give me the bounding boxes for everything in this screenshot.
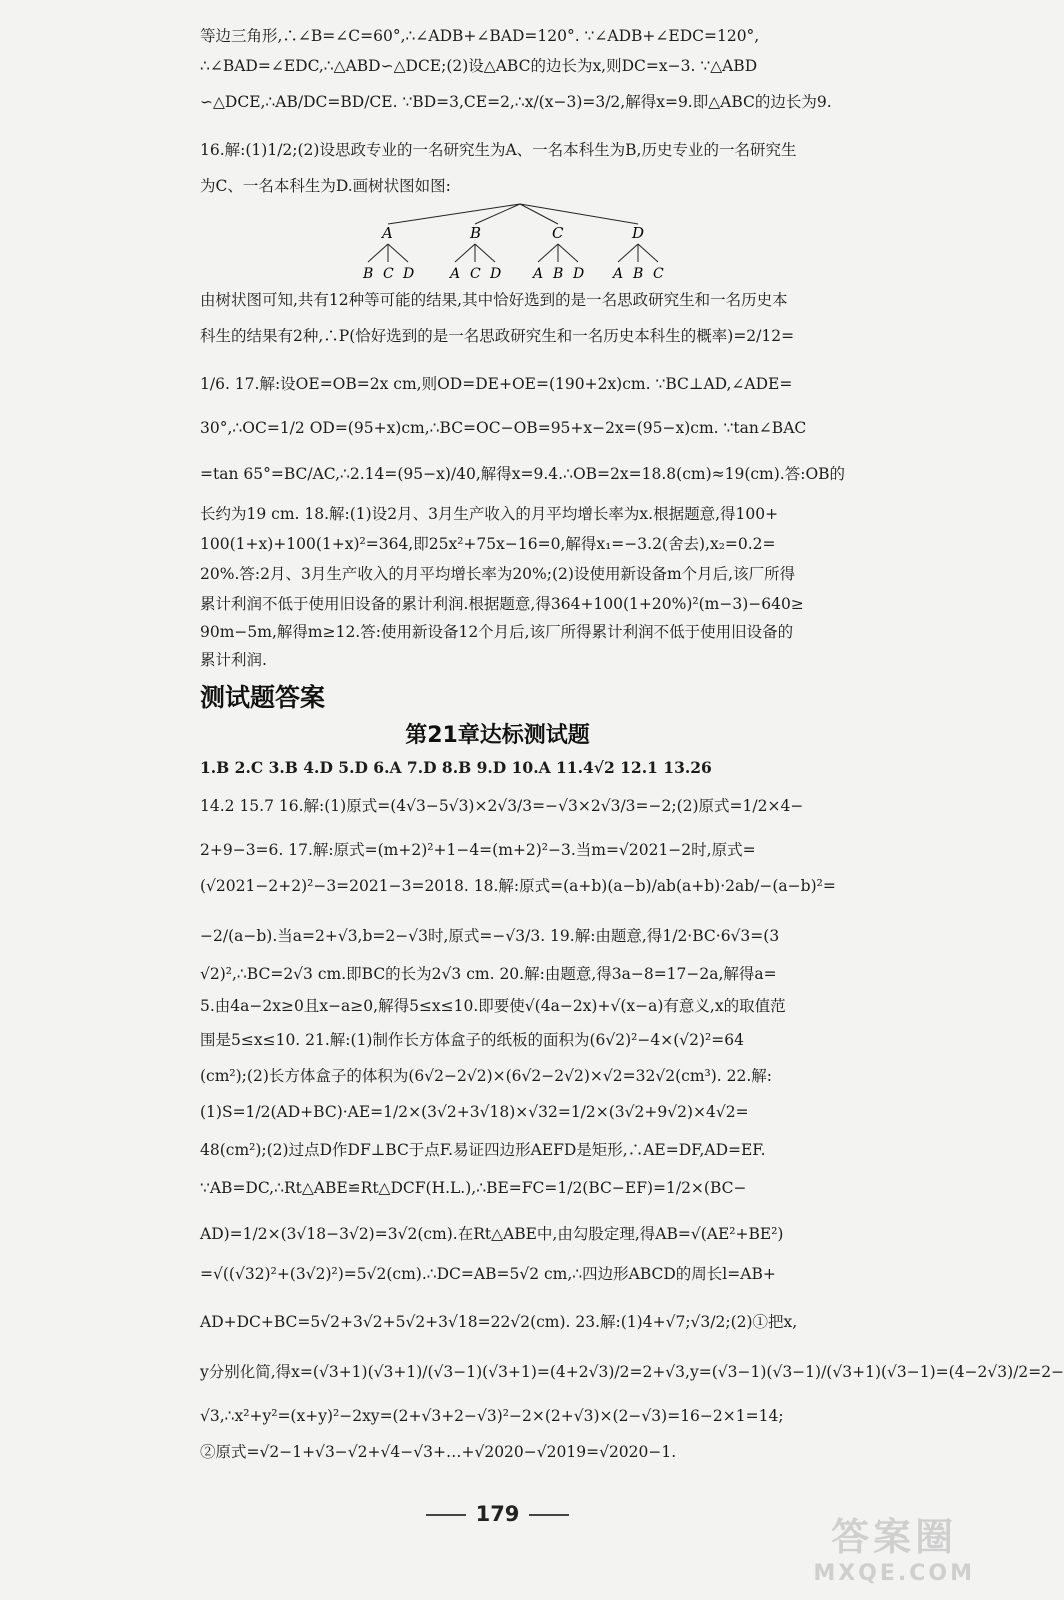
tree-root-label: D — [632, 224, 645, 242]
tree-edge — [368, 244, 388, 262]
watermark-domain: MXQE.COM — [813, 1561, 975, 1586]
tree-edge — [638, 244, 658, 262]
text-line: 等边三角形,∴∠B=∠C=60°,∴∠ADB+∠BAD=120°. ∵∠ADB+∠EDC=120°, — [200, 27, 760, 45]
text-line: AD)=1/2×(3√18−3√2)=3√2(cm).在Rt△ABE中,由勾股定理,得AB=√(AE²+BE²) — [200, 1225, 784, 1243]
tree-edge — [538, 244, 558, 262]
tree-leaf-label: C — [383, 266, 394, 282]
text-line: 14.2 15.7 16.解:(1)原式=(4√3−5√3)×2√3/3=−√3×2√3/3=−2;(2)原式=1/2×4− — [200, 797, 804, 815]
text-line: y分别化简,得x=(√3+1)(√3+1)/(√3−1)(√3+1)=(4+2√3)/2=2+√3,y=(√3−1)(√3−1)/(√3+1)(√3−1)=(4−2√3)/2=2− — [200, 1363, 1064, 1381]
page-number-dash — [426, 1514, 466, 1516]
text-line: 5.由4a−2x≥0且x−a≥0,解得5≤x≤10.即要使√(4a−2x)+√(x−a)有意义,x的取值范 — [200, 997, 786, 1015]
answer-key-line: 1.B 2.C 3.B 4.D 5.D 6.A 7.D 8.B 9.D 10.A 11.4√2 12.1 13.26 — [200, 758, 712, 777]
text-line: 累计利润不低于使用旧设备的累计利润.根据题意,得364+100(1+20%)²(m−3)−640≥ — [200, 595, 804, 613]
chapter-title: 第21章达标测试题 — [405, 723, 590, 748]
tree-leaf-label: C — [470, 266, 481, 282]
text-line: 100(1+x)+100(1+x)²=364,即25x²+75x−16=0,解得x₁=−3.2(舍去),x₂=0.2= — [200, 535, 776, 553]
text-line: (cm²);(2)长方体盒子的体积为(6√2−2√2)×(6√2−2√2)×√2=32√2(cm³). 22.解: — [200, 1067, 773, 1085]
text-line: −2/(a−b).当a=2+√3,b=2−√3时,原式=−√3/3. 19.解:由题意,得1/2·BC·6√3=(3 — [200, 927, 780, 945]
tree-edge — [618, 244, 638, 262]
text-line: 由树状图可知,共有12种等可能的结果,其中恰好选到的是一名思政研究生和一名历史本 — [200, 291, 788, 309]
tree-edge — [455, 244, 475, 262]
tree-edge — [558, 244, 578, 262]
text-line: 围是5≤x≤10. 21.解:(1)制作长方体盒子的纸板的面积为(6√2)²−4×(√2)²=64 — [200, 1031, 744, 1049]
tree-leaf-label: B — [553, 266, 564, 282]
tree-edge — [520, 204, 638, 224]
text-line: 1/6. 17.解:设OE=OB=2x cm,则OD=DE+OE=(190+2x)cm. ∵BC⊥AD,∠ADE= — [200, 375, 793, 393]
text-line: =tan 65°=BC/AC,∴2.14=(95−x)/40,解得x=9.4.∴OB=2x=18.8(cm)≈19(cm).答:OB的 — [200, 465, 846, 483]
text-line: 科生的结果有2种,∴P(恰好选到的是一名思政研究生和一名历史本科生的概率)=2/12= — [200, 327, 795, 345]
tree-leaf-label: D — [490, 266, 502, 282]
tree-root-label: C — [552, 224, 564, 242]
tree-leaf-label: A — [533, 266, 544, 282]
text-line: √2)²,∴BC=2√3 cm.即BC的长为2√3 cm. 20.解:由题意,得3a−8=17−2a,解得a= — [200, 965, 777, 983]
tree-leaf-label: D — [403, 266, 415, 282]
tree-leaf-label: B — [633, 266, 644, 282]
tree-leaf-label: A — [450, 266, 461, 282]
text-line: (1)S=1/2(AD+BC)·AE=1/2×(3√2+3√18)×√32=1/2×(3√2+9√2)×4√2= — [200, 1103, 749, 1121]
section-title: 测试题答案 — [200, 683, 326, 712]
watermark-logo — [813, 1506, 975, 1586]
text-line: 16.解:(1)1/2;(2)设思政专业的一名研究生为A、一名本科生为B,历史专业的一名研究生 — [200, 141, 797, 159]
tree-edge — [388, 204, 520, 224]
text-line: 累计利润. — [200, 651, 267, 669]
text-line: ∴∠BAD=∠EDC,∴△ABD∽△DCE;(2)设△ABC的边长为x,则DC=x−3. ∵△ABD — [200, 57, 758, 75]
tree-edge — [388, 244, 408, 262]
watermark-text: 答案圈 — [831, 1515, 958, 1559]
text-line: ∵AB=DC,∴Rt△ABE≌Rt△DCF(H.L.),∴BE=FC=1/2(BC−EF)=1/2×(BC− — [200, 1179, 747, 1197]
tree-leaf-label: C — [653, 266, 664, 282]
tree-leaf-label: D — [573, 266, 585, 282]
text-line: =√((√32)²+(3√2)²)=5√2(cm).∴DC=AB=5√2 cm,∴四边形ABCD的周长l=AB+ — [200, 1265, 776, 1283]
text-line: ②原式=√2−1+√3−√2+√4−√3+…+√2020−√2019=√2020−1. — [200, 1443, 677, 1461]
tree-leaf-label: A — [613, 266, 624, 282]
tree-root-label: B — [470, 224, 482, 242]
text-line: 长约为19 cm. 18.解:(1)设2月、3月生产收入的月平均增长率为x.根据题意,得100+ — [200, 505, 779, 523]
text-line: (√2021−2+2)²−3=2021−3=2018. 18.解:原式=(a+b)(a−b)/ab(a+b)·2ab/−(a−b)²= — [200, 877, 836, 895]
text-line: 2+9−3=6. 17.解:原式=(m+2)²+1−4=(m+2)²−3.当m=√2021−2时,原式= — [200, 841, 756, 859]
page-number-value: 179 — [475, 1502, 520, 1526]
tree-edge — [475, 244, 495, 262]
text-line: 20%.答:2月、3月生产收入的月平均增长率为20%;(2)设使用新设备m个月后,该厂所得 — [200, 565, 796, 583]
text-line: 90m−5m,解得m≥12.答:使用新设备12个月后,该厂所得累计利润不低于使用旧设备的 — [200, 623, 794, 641]
tree-diagram — [340, 202, 680, 282]
tree-leaf-label: B — [363, 266, 374, 282]
text-line: 48(cm²);(2)过点D作DF⊥BC于点F.易证四边形AEFD是矩形,∴AE=DF,AD=EF. — [200, 1141, 766, 1159]
text-line: AD+DC+BC=5√2+3√2+5√2+3√18=22√2(cm). 23.解:(1)4+√7;√3/2;(2)①把x, — [200, 1313, 798, 1331]
text-line: 为C、一名本科生为D.画树状图如图: — [200, 177, 451, 195]
text-line: 30°,∴OC=1/2 OD=(95+x)cm,∴BC=OC−OB=95+x−2x=(95−x)cm. ∵tan∠BAC — [200, 419, 807, 437]
text-line: ∽△DCE,∴AB/DC=BD/CE. ∵BD=3,CE=2,∴x/(x−3)=3/2,解得x=9.即△ABC的边长为9. — [200, 93, 832, 111]
tree-root-label: A — [382, 224, 393, 242]
text-line: √3,∴x²+y²=(x+y)²−2xy=(2+√3+2−√3)²−2×(2+√3)×(2−√3)=16−2×1=14; — [200, 1407, 784, 1425]
page-number-dash — [529, 1514, 569, 1516]
